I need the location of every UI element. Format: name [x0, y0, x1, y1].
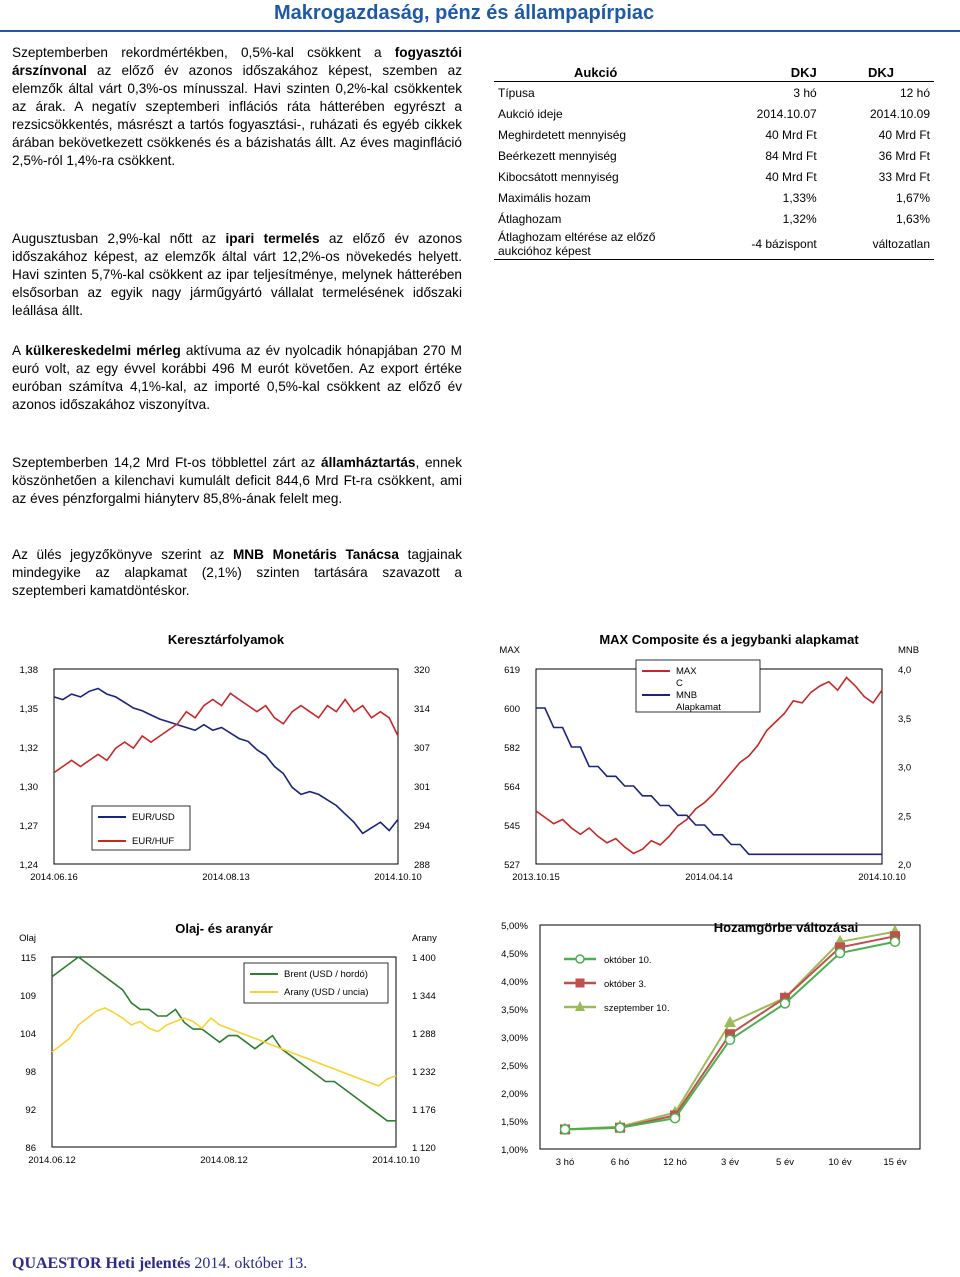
- y-tick-label: 1,00%: [501, 1145, 528, 1156]
- chart-title: Olaj- és aranyár: [175, 921, 273, 936]
- y-right-tick-label: 4,0: [898, 665, 912, 676]
- y-left-tick-label: 98: [25, 1067, 36, 1078]
- auction-label: Típusa: [498, 85, 535, 100]
- legend-marker: [576, 955, 584, 963]
- legend-label: MAX: [676, 666, 697, 677]
- auction-value: 1,67%: [895, 190, 930, 205]
- x-tick-label: 5 év: [776, 1157, 794, 1168]
- y-right-tick-label: 1 400: [412, 953, 436, 964]
- chart-title: Hozamgörbe változásai: [713, 920, 859, 935]
- x-tick-label: 12 hó: [663, 1157, 687, 1168]
- auction-header: DKJ: [790, 65, 817, 80]
- max-composite-chart: [480, 624, 955, 899]
- y-right-tick-label: 1 344: [412, 991, 436, 1002]
- auction-value: 1,32%: [782, 211, 817, 226]
- y-right-tick-label: 294: [414, 821, 430, 832]
- y-left-tick-label: 109: [20, 991, 36, 1002]
- y-right-tick-label: 288: [414, 860, 430, 871]
- y-left-tick-label: 1,30: [19, 782, 38, 793]
- data-point-circle: [671, 1114, 680, 1123]
- auction-label: Átlaghozam eltérése az előző aukcióhoz képest: [494, 229, 702, 260]
- x-tick-label: 2014.06.12: [28, 1155, 76, 1166]
- auction-value: 33 Mrd Ft: [878, 169, 930, 184]
- y-right-tick-label: 1 232: [412, 1067, 436, 1078]
- legend-label: október 10.: [604, 955, 652, 966]
- y-right-tick-label: 3,0: [898, 762, 912, 774]
- auction-label: Maximális hozam: [498, 190, 591, 205]
- auction-value: 1,63%: [895, 211, 930, 226]
- y-right-tick-label: 314: [414, 704, 430, 715]
- y-right-tick-label: 1 288: [412, 1029, 436, 1040]
- inflation-paragraph: Szeptemberben rekordmértékben, 0,5%-kal csökkent a fogyasztói árszínvonal az előző év azonos időszakához képest, szemben az elemzők által várt 0,3%-os mínusszal. Havi szinten 0,2%-kal csökkentek az árak. A negatív szeptemberi inflációs ráta hátterében egyrészt a rezsicsökkentés, másrészt a tartós fogyasztási-, ruházati és egyéb cikkek árában bekövetkezett csökkenés és a bázishatás állt. Az éves maginfláció 2,5%-ról 1,4%-ra csökkent.: [12, 45, 462, 168]
- y-left-tick-label: 86: [25, 1143, 36, 1154]
- auction-value: 1,33%: [782, 190, 817, 205]
- auction-value: 36 Mrd Ft: [878, 148, 930, 163]
- auction-header-row: [494, 64, 934, 82]
- auction-label: Átlaghozam: [498, 211, 562, 226]
- x-tick-label: 2014.10.10: [858, 872, 906, 883]
- table-row: [494, 145, 934, 166]
- y-right-tick-label: 320: [414, 665, 430, 676]
- auction-value: -4 bázispont: [702, 229, 821, 260]
- y-left-tick-label: 92: [25, 1105, 36, 1116]
- y-left-tick-label: 600: [504, 704, 520, 715]
- data-point-circle: [836, 949, 845, 958]
- y-tick-label: 2,00%: [501, 1089, 528, 1100]
- table-row: [494, 124, 934, 145]
- y-right-tick-label: 2,5: [898, 811, 912, 823]
- x-tick-label: 6 hó: [610, 1157, 630, 1168]
- y-tick-label: 5,00%: [501, 921, 528, 932]
- x-tick-label: 2014.06.16: [30, 872, 78, 883]
- auction-value: 12 hó: [899, 85, 930, 100]
- y-tick-label: 4,00%: [501, 977, 528, 988]
- x-tick-label: 3 év: [721, 1157, 739, 1168]
- y-tick-label: 3,50%: [501, 1005, 528, 1016]
- table-row: [494, 187, 934, 208]
- x-tick-label: 10 év: [828, 1157, 852, 1168]
- auction-value: 3 hó: [793, 85, 817, 100]
- series-line-1: [52, 1008, 396, 1086]
- auction-value: 40 Mrd Ft: [765, 169, 817, 184]
- left-axis-label: MAX: [499, 645, 520, 656]
- data-point-circle: [726, 1035, 735, 1044]
- y-right-tick-label: 301: [414, 782, 430, 793]
- legend-marker: [576, 979, 585, 988]
- x-tick-label: 2014.04.14: [685, 872, 733, 883]
- footer: [12, 1255, 307, 1273]
- series-line-1: [536, 708, 882, 854]
- trade-balance-paragraph: A külkereskedelmi mérleg aktívuma az év nyolcadik hónapjában 270 M euró volt, az egy évvel korábbi 496 M eurót követően. Az export értéke euróban számítva 4,1%-kal, az importé 0,5%-kal csökkent az előző év azonos időszakához viszonyítva.: [12, 343, 463, 412]
- auction-label: Meghirdetett mennyiség: [498, 127, 627, 142]
- auction-header: Aukció: [574, 65, 618, 80]
- auction-value: 2014.10.07: [756, 106, 817, 121]
- table-row: [494, 229, 934, 260]
- y-left-tick-label: 1,38: [19, 665, 38, 676]
- y-right-tick-label: 1 120: [412, 1143, 436, 1154]
- chart-title: MAX Composite és a jegybanki alapkamat: [599, 632, 859, 647]
- table-row: [494, 208, 934, 229]
- auction-header: DKJ: [867, 65, 894, 80]
- y-tick-label: 4,50%: [501, 949, 528, 960]
- x-tick-label: 2014.08.12: [200, 1155, 248, 1166]
- legend-label: Brent (USD / hordó): [284, 969, 368, 980]
- legend-label: MNB: [676, 690, 698, 701]
- auction-value: 2014.10.09: [869, 106, 930, 121]
- x-tick-label: 2014.10.10: [372, 1155, 420, 1166]
- budget-paragraph: Szeptemberben 14,2 Mrd Ft-os többlettel zárt az államháztartás, ennek köszönhetően a kilenchavi kumulált deficit 844,6 Mrd Ft-ra csökkent, ami az éves pénzforgalmi hiányterv 85,8%-ának felelt meg.: [12, 455, 462, 506]
- x-tick-label: 2014.08.13: [202, 872, 250, 883]
- legend-label-line2: C: [676, 678, 683, 689]
- table-row: [494, 103, 934, 124]
- yield-curve-chart: [480, 915, 955, 1180]
- series-line-1: [54, 693, 398, 772]
- industry-paragraph: Augusztusban 2,9%-kal nőtt az ipari termelés az előző év azonos időszakához képest, az elemzők által várt 12,2%-os növekedés helyett. Havi szinten 5,7%-kal csökkent az ipar teljesítménye, melynek hátterében elsősorban az egyik nagy járműgyártó vállalat termelésének időszaki leállása állt.: [12, 231, 463, 318]
- auction-label: Aukció ideje: [498, 106, 563, 121]
- legend-label: Arany (USD / uncia): [284, 987, 369, 998]
- y-tick-label: 3,00%: [501, 1033, 528, 1044]
- data-point-circle: [616, 1123, 625, 1132]
- y-left-tick-label: 545: [504, 821, 520, 832]
- y-left-tick-label: 1,27: [19, 821, 38, 832]
- footer-brand: QUAESTOR Heti jelentés: [12, 1255, 191, 1272]
- table-row: [494, 82, 934, 104]
- legend-label: október 3.: [604, 979, 647, 990]
- y-right-tick-label: 3,5: [898, 713, 912, 725]
- y-left-tick-label: 104: [20, 1029, 36, 1040]
- oil-gold-chart: [0, 915, 475, 1180]
- data-point-circle: [891, 937, 900, 946]
- y-left-tick-label: 1,32: [19, 743, 38, 754]
- data-point-circle: [781, 999, 790, 1008]
- y-left-tick-label: 115: [20, 953, 36, 964]
- x-tick-label: 3 hó: [555, 1157, 575, 1168]
- y-left-tick-label: 619: [504, 665, 520, 676]
- y-left-tick-label: 564: [504, 782, 520, 793]
- chart-title: Keresztárfolyamok: [167, 632, 285, 647]
- auction-value: változatlan: [821, 229, 934, 260]
- page-header-title: Makrogazdaság, pénz és állampapírpiac: [274, 2, 655, 24]
- y-left-tick-label: 582: [504, 743, 520, 754]
- table-row: [494, 166, 934, 187]
- auction-label: Kibocsátott mennyiség: [498, 169, 619, 184]
- auction-value: 40 Mrd Ft: [878, 127, 930, 142]
- x-tick-label: 2014.10.10: [374, 872, 422, 883]
- legend-label-line2: Alapkamat: [676, 702, 721, 713]
- legend-label: EUR/HUF: [132, 836, 175, 847]
- y-left-tick-label: 1,24: [19, 860, 38, 871]
- right-axis-label: MNB: [898, 645, 920, 656]
- y-right-tick-label: 307: [414, 743, 430, 754]
- x-tick-label: 15 év: [883, 1157, 907, 1168]
- header-divider: [0, 30, 960, 32]
- y-left-tick-label: 527: [504, 860, 520, 871]
- data-point-circle: [561, 1125, 570, 1134]
- y-left-tick-label: 1,35: [19, 704, 38, 715]
- auction-value: 84 Mrd Ft: [765, 148, 817, 163]
- right-axis-label: Arany: [412, 933, 437, 944]
- y-tick-label: 2,50%: [501, 1061, 528, 1072]
- y-right-tick-label: 1 176: [412, 1105, 436, 1116]
- auction-label: Beérkezett mennyiség: [498, 148, 617, 163]
- monetary-council-paragraph: Az ülés jegyzőkönyve szerint az MNB Monetáris Tanácsa tagjainak mindegyike az alapkamat (2,1%) szinten tartására szavazott a szeptemberi kamatdöntéskor.: [12, 547, 462, 598]
- auction-table: [494, 64, 934, 260]
- left-axis-label: Olaj: [19, 933, 36, 944]
- cross-rates-chart: [0, 624, 475, 899]
- footer-date: 2014. október 13.: [194, 1255, 308, 1272]
- legend-label: EUR/USD: [132, 812, 175, 823]
- y-tick-label: 1,50%: [501, 1117, 528, 1128]
- x-tick-label: 2013.10.15: [512, 872, 560, 883]
- legend-label: szeptember 10.: [604, 1003, 670, 1014]
- y-right-tick-label: 2,0: [898, 860, 912, 871]
- auction-value: 40 Mrd Ft: [765, 127, 817, 142]
